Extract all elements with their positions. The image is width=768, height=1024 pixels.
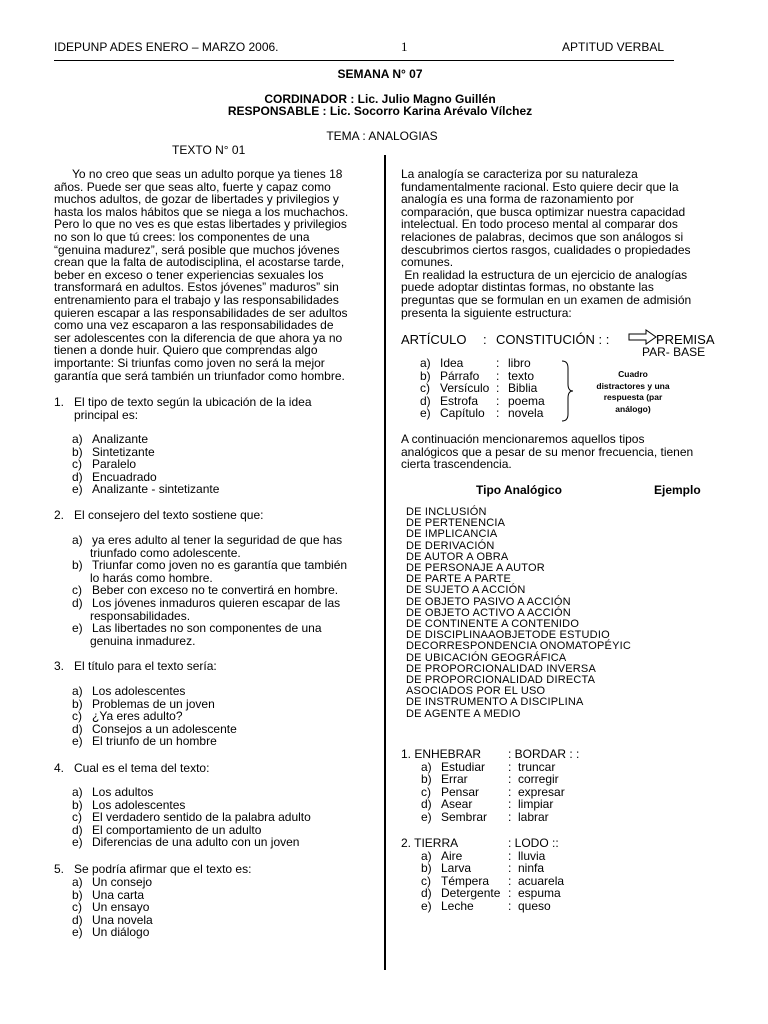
option-text: El triunfo de un hombre [92,734,217,749]
exercise-head-a: 1. ENHEBRAR [401,747,482,761]
pair-row: c) Versículo : Biblia [420,381,538,396]
passage-line: muchos adultos, de gozar de libertades y privilegios y [54,192,339,207]
question-3 [54,660,366,673]
header-left: IDEPUNP ADES ENERO – MARZO 2006. [54,40,279,54]
option-letter: c) [72,457,82,472]
analogy-types-list [406,507,631,720]
option-word-a: Leche [441,898,474,913]
option[interactable] [72,811,311,824]
type-item: DE INSTRUMENTO A DISCIPLINA [406,696,584,709]
exercise-option[interactable]: d) Detergente : espuma [421,886,561,901]
option[interactable] [72,786,311,799]
option-word-b: acuarela [518,873,565,888]
option-letter: d) [72,822,83,837]
option-letter: b) [421,772,432,787]
question-text: Se podría afirmar que el texto es: [74,862,252,876]
option-letter: d) [72,721,83,736]
option-letter: e) [421,898,432,913]
option-text: Un consejo [92,875,153,889]
option[interactable] [72,597,366,610]
option-letter: a) [72,432,83,446]
option[interactable] [72,926,153,939]
question-2-options [72,534,366,647]
type-item: DECORRESPONDENCIA ONOMATOPÉYIC [406,640,632,653]
option-text: Una carta [92,887,145,902]
premise-sep: : [483,332,487,347]
passage-line: quieren escapar a las responsabilidades de ser adultos [54,305,348,320]
exercise-option[interactable]: e) Sembrar : labrar [421,809,549,824]
type-item: DE CONTINENTE A CONTENIDO [406,618,580,631]
option[interactable] [72,458,219,471]
coordinator-line: CORDINADOR : Lic. Julio Magno Guillén [264,92,496,106]
question-text: principal es: [74,407,139,422]
arrow-right-icon [628,329,658,345]
option-letter: d) [72,595,83,610]
option-letter: b) [72,887,83,902]
definition-line: comunes. [401,255,454,270]
type-item: DE PERTENENCIA [406,517,506,530]
type-item: DE AGENTE A MEDIO [406,707,521,720]
pair-row: a) Idea : libro [420,356,531,370]
option-text: El verdadero sentido de la palabra adulto [92,810,311,825]
type-item: DE PERSONAJE A AUTOR [406,562,545,575]
type-item: DE IMPLICANCIA [406,528,498,541]
option[interactable] [72,534,366,547]
topic-line: TEMA : ANALOGIAS [326,129,438,143]
type-item: DE AUTOR A OBRA [406,550,509,563]
option-text: Una novela [92,912,153,927]
exercise-head-a: 2. TIERRA [401,836,459,850]
premise-right: CONSTITUCIÓN : : [496,332,610,347]
option-letter: c) [72,709,82,724]
option-letter: c) [72,900,82,915]
option-continuation: responsabilidades. [90,608,191,623]
pair-row: b) Párrafo : texto [420,368,535,383]
exercise-option[interactable]: e) Leche : queso [421,898,551,913]
brace-icon [560,360,574,422]
passage-line: beber en exceso o tener experiencias sexuales los [54,267,324,282]
analogy-definition [401,168,715,319]
option[interactable] [72,836,311,849]
option[interactable] [72,876,153,889]
passage-line: Pero lo que no ves es que estas libertades y privilegios [54,217,347,232]
option-text: Los adultos [92,785,154,799]
option-text: Analizante [92,432,149,446]
question-1-options [72,433,219,496]
exercise-option[interactable]: a) Aire : lluvia [421,848,546,863]
option-letter: a) [421,848,432,863]
option-letter: c) [72,583,82,598]
passage-line: no son lo que tú crees: los componentes de una [54,229,310,244]
example-column-header: Ejemplo [654,483,701,497]
week-title: SEMANA N° 07 [337,67,423,81]
option-letter: c) [421,873,431,888]
definition-line: comparación, que busca optimizar nuestra capacidad [401,204,686,219]
option-letter: e) [72,482,83,497]
question-1 [54,396,366,421]
option-letter: e) [72,835,83,850]
option-letter: a) [72,785,83,799]
question-number: 1. [54,395,65,409]
question-text: Cual es el tema del texto: [74,761,210,775]
option-text: ¿Ya eres adulto? [92,709,183,724]
option[interactable] [72,685,237,698]
option-letter: a) [72,875,83,889]
type-item: DE DERIVACIÓN [406,539,495,552]
option-word-a: Errar [441,772,468,787]
option[interactable] [72,433,219,446]
option-letter: b) [421,861,432,876]
definition-line: La analogía se caracteriza por su naturaleza [401,167,638,181]
option-word-a: Detergente [441,886,501,901]
option-text: Los adolescentes [92,797,186,812]
question-2 [54,509,366,522]
option[interactable] [72,622,366,635]
option-word-b: queso [518,898,551,913]
type-item: ASOCIADOS POR EL USO [406,685,546,698]
option[interactable] [72,559,366,572]
option-word-a: Estudiar [441,759,486,774]
option-word-b: truncar [518,759,556,774]
option-text: Los jóvenes inmaduros quieren escapar de las [92,595,341,610]
pair-letter: d) [420,393,431,408]
option-word-b: lluvia [518,848,546,863]
intro-line: cierta trascendencia. [401,457,512,472]
passage-line: garantía que será también un triunfador como hombre. [54,368,345,383]
passage-line: entrenamiento para el trabajo y las responsabilidades [54,292,339,307]
type-item: DE PARTE A PARTE [406,573,512,586]
option-letter: a) [421,759,432,774]
definition-line: analogía es una forma de razonamiento por [401,192,634,207]
option-text: Triunfar como joven no es garantía que también [92,558,348,573]
option-continuation: genuina inmadurez. [90,633,196,648]
pair-letter: b) [420,368,431,383]
pair-word-b: novela [508,406,544,421]
passage-line: como una vez escaparon a las responsabilidades de [54,318,334,333]
intro-line: A continuación mencionaremos aquellos tipos [401,432,645,446]
passage-line: importante: Si triunfas como joven no será la mejor [54,355,325,370]
passage-line: Yo no creo que seas un adulto porque ya tienes 18 [72,167,343,181]
question-3-options [72,685,237,748]
exercise-option[interactable]: a) Estudiar : truncar [421,759,556,774]
passage-line: años. Puede ser que seas alto, fuerte y capaz como [54,179,331,194]
pair-word-a: Versículo [440,381,490,396]
premise-label: PREMISA [656,332,715,347]
option-letter: a) [72,533,83,547]
option-text: Paralelo [92,457,137,472]
exercise-option[interactable]: c) Pensar : expresar [421,784,565,799]
option-letter: c) [421,784,431,799]
option-letter: d) [72,912,83,927]
pair-word-b: poema [508,393,545,408]
passage-line: crean que la falta de autodisciplina, el acostarse tarde, [54,255,345,270]
exercise-option[interactable]: c) Témpera : acuarela [421,873,565,888]
option[interactable] [72,710,237,723]
option-continuation: triunfado como adolescente. [90,545,241,560]
reading-passage [54,168,365,382]
option-text: Analizante - sintetizante [92,482,220,497]
note-line: respuesta (par [603,392,663,402]
option-text: Diferencias de una adulto con un joven [92,835,300,850]
pair-word-b: texto [508,368,535,383]
option-text: El comportamiento de un adulto [92,822,262,837]
pair-letter: c) [420,381,430,396]
structure-line: puede adoptar distintas formas, no obstante las [401,280,654,295]
question-number: 2. [54,508,65,522]
header-right: APTITUD VERBAL [562,40,665,54]
option-letter: b) [72,444,83,459]
question-5 [54,863,366,876]
note-line: Cuadro [618,369,648,379]
pair-word-b: Biblia [508,381,538,396]
question-text: El tipo de texto según la ubicación de la idea [74,395,312,409]
type-item: DE OBJETO ACTIVO A ACCIÓN [406,606,571,619]
option-text: Un ensayo [92,900,150,915]
type-column-header: Tipo Analógico [476,483,562,497]
option-word-a: Témpera [441,873,490,888]
option-word-a: Aire [441,848,463,863]
question-4-options [72,786,311,849]
exercise-option[interactable]: b) Larva : ninfa [421,861,545,876]
option-text: Sintetizante [92,444,155,459]
structure-line: presenta la siguiente estructura: [401,305,572,320]
pair-row: d) Estrofa : poema [420,393,545,408]
option-word-a: Pensar [441,784,480,799]
option-word-b: espuma [518,886,561,901]
pair-word-a: Estrofa [440,393,479,408]
option[interactable] [72,901,153,914]
column-divider [384,155,386,970]
option[interactable] [72,483,219,496]
option-text: Encuadrado [92,469,157,484]
option-word-a: Asear [441,797,473,812]
exercise-1 [401,748,579,824]
option-text: Problemas de un joven [92,696,215,711]
option-letter: d) [421,797,432,812]
option-word-b: labrar [518,809,549,824]
option-letter: b) [72,558,83,573]
option-letter: b) [72,696,83,711]
option-letter: b) [72,797,83,812]
question-5-options [72,876,153,939]
passage-line: “genuina madurez”, será posible que muchos jóvenes [54,242,340,257]
option-letter: a) [72,684,83,698]
example-pairs [420,357,545,420]
passage-line: tienen a donde huir. Quiero que comprendas algo [54,343,318,358]
pair-letter: e) [420,406,431,421]
option-continuation: lo harás como hombre. [90,570,213,585]
type-item: DE SUJETO A ACCIÓN [406,584,526,597]
pair-word-a: Capítulo [440,406,485,421]
question-number: 3. [54,659,65,673]
text-title: TEXTO N° 01 [172,143,246,157]
option-word-b: ninfa [518,861,545,876]
passage-line: transformará en adultos. Estos jóvenes” maduros” sin [54,280,339,295]
type-item: DE UBICACIÓN GEOGRÁFICA [406,651,567,664]
structure-line: preguntas que se formulan en un examen de admisión [401,292,692,307]
option-letter: d) [421,886,432,901]
exercise-head-b: : LODO :: [508,836,559,850]
option[interactable] [72,735,237,748]
option-letter: e) [72,925,83,940]
option-text: Consejos a un adolescente [92,721,237,736]
intro-line: analógicos que a pesar de su menor frecuencia, tienen [401,444,694,459]
definition-line: relaciones de palabras, decimos que son análogos si [401,229,684,244]
option-letter: e) [421,809,432,824]
option-letter: e) [72,734,83,749]
definition-line: intelectual. En todo proceso mental al comparar dos [401,217,678,232]
passage-line: hasta los malos hábitos que se niega a los muchachos. [54,204,349,219]
type-item: DE OBJETO PASIVO A ACCIÓN [406,595,571,608]
page-number: 1 [401,39,408,54]
type-item: DE PROPORCIONALIDAD INVERSA [406,662,596,675]
par-base-label: PAR- BASE [642,345,706,359]
option-word-a: Larva [441,861,472,876]
question-4 [54,762,366,775]
definition-line: fundamentalmente racional. Esto quiere decir que la [401,179,679,194]
option-word-b: limpiar [518,797,554,812]
question-number: 4. [54,761,65,775]
responsible-line: RESPONSABLE : Lic. Socorro Karina Arévalo Vílchez [227,104,533,118]
exercise-2 [401,837,564,913]
question-text: El consejero del texto sostiene que: [74,508,264,522]
types-intro [401,433,715,471]
option-word-b: expresar [518,784,565,799]
pair-letter: a) [420,356,431,370]
type-item: DE PROPORCIONALIDAD DIRECTA [406,674,596,687]
option-text: Un diálogo [92,925,150,940]
header-rule [54,60,674,61]
type-item: DE DISCIPLINAAOBJETODE ESTUDIO [406,629,610,642]
option-text: Las libertades no son componentes de una [92,621,322,636]
pair-word-a: Idea [440,356,464,370]
note-line: distractores y una [596,380,670,391]
option-text: Los adolescentes [92,684,186,698]
option-word-b: corregir [518,772,559,787]
structure-line: En realidad la estructura de un ejercicio de analogías [401,267,688,282]
exercise-option[interactable]: b) Errar : corregir [421,772,559,787]
option-letter: d) [72,469,83,484]
pair-word-a: Párrafo [440,368,480,383]
note-line: análogo) [615,403,651,414]
option-letter: c) [72,810,82,825]
exercise-option[interactable]: d) Asear : limpiar [421,797,554,812]
question-text: El título para el texto sería: [74,659,217,673]
question-number: 5. [54,862,65,876]
answer-box-note [578,369,688,415]
definition-line: descubrimos ciertos rasgos, cualidades o propiedades [401,242,691,257]
premise-left: ARTÍCULO [401,332,467,347]
pair-word-b: libro [508,356,531,370]
passage-line: ser adolescentes con la diferencia de que ahora ya no [54,330,343,345]
pair-row: e) Capítulo : novela [420,406,544,421]
option-letter: e) [72,621,83,636]
exercise-head-b: : BORDAR : : [508,747,580,761]
type-item: DE INCLUSIÓN [406,506,487,518]
option-text: ya eres adulto al tener la seguridad de que has [92,533,343,547]
option-text: Beber con exceso no te convertirá en hombre. [92,583,339,598]
option-word-a: Sembrar [441,809,488,824]
